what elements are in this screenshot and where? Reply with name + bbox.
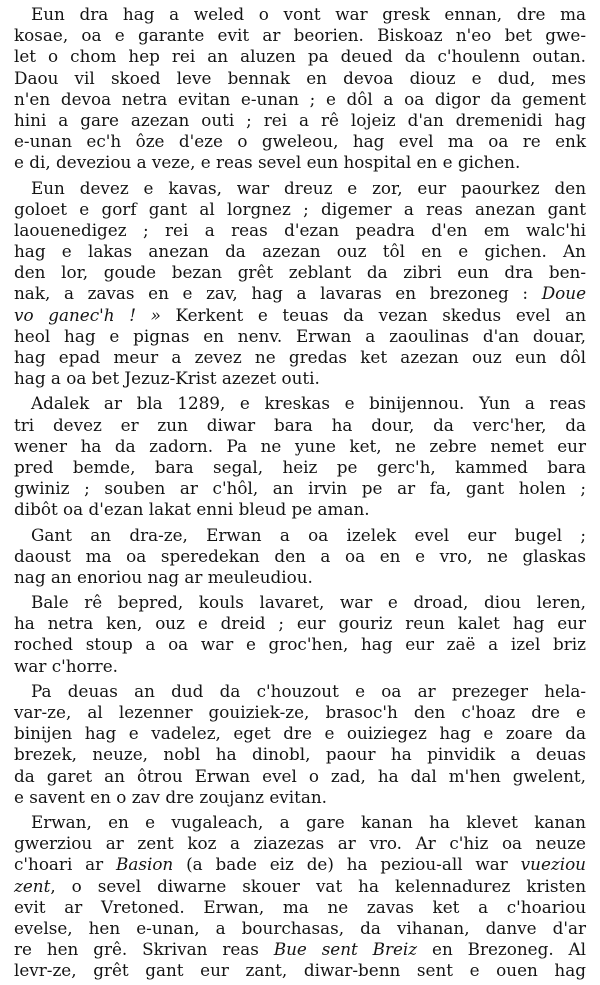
text-line: Pa deuas an dud da c'houzout e oa ar prezeger hela- (31, 680, 586, 701)
text-line: Erwan, en e vugaleach, a gare kanan ha klevet kanan (31, 811, 586, 832)
text-line: Daou vil skoed leve bennak en devoa diouz e dud, mes (14, 67, 586, 88)
text-line: e savent en o zav dre zoujanz evitan. (14, 786, 327, 807)
italic-text-segment: Doue (541, 283, 586, 304)
text-line: Adalek ar bla 1289, e kreskas e binijennou. Yun a reas (31, 393, 586, 414)
document-text-body (14, 4, 586, 981)
text-line (14, 939, 586, 960)
text-line: heol hag e pignas en nenv. Erwan a zaoulinas d'an douar, (14, 325, 586, 346)
text-line: wener ha da zadorn. Pa ne yune ket, ne zebre nemet eur (14, 435, 586, 456)
paragraph (14, 178, 586, 390)
text-line: roched stoup a oa war e groc'hen, hag eur zaë a izel briz (14, 634, 586, 655)
paragraph (14, 4, 586, 174)
paragraph (14, 681, 586, 808)
text-line: Bale rê bepred, kouls lavaret, war e droad, diou leren, (31, 592, 586, 613)
text-segment: en Brezoneg. Al (417, 939, 587, 960)
text-line (14, 305, 586, 326)
text-line: gwerziou ar zent koz a ziazezas ar vro. Ar c'hiz oa neuze (14, 833, 586, 854)
text-segment: , o sevel diwarne skouer vat ha kelennadurez kristen (50, 875, 586, 896)
italic-text-segment: Basion (116, 854, 174, 875)
text-line: war c'horre. (14, 655, 118, 676)
text-line: evelse, hen e-unan, a bourchasas, da vihanan, danve d'ar (14, 917, 586, 938)
text-line: binijen hag e vadelez, eget dre e ouiziegez hag e zoare da (14, 723, 586, 744)
text-line: tri devez er zun diwar bara ha dour, da verc'her, da (14, 414, 586, 435)
text-line: laouenedigez ; rei a reas d'ezan peadra d'en em walc'hi (14, 219, 586, 240)
text-line (14, 876, 586, 897)
text-line: e-unan ec'h ôze d'eze o gweleou, hag evel ma oa re enk (14, 131, 586, 152)
text-line (14, 854, 586, 875)
text-line: nag an enoriou nag ar meuleudiou. (14, 566, 313, 587)
text-line: var-ze, al lezenner gouiziek-ze, brasoc'h den c'hoaz dre e (14, 702, 586, 722)
paragraph (14, 592, 586, 677)
text-segment: Kerkent e teuas da vezan skedus evel an (160, 304, 586, 325)
text-line: n'en devoa netra evitan e-unan ; e dôl a oa digor da gement (14, 88, 586, 109)
paragraph (14, 393, 586, 520)
text-line: hag a oa bet Jezuz-Krist azezet outi. (14, 368, 320, 389)
scanned-document-page (14, 4, 586, 985)
text-line: e di, deveziou a veze, e reas sevel eun hospital en e gichen. (14, 152, 521, 173)
text-line: Gant an dra-ze, Erwan a oa izelek evel eur bugel ; (31, 524, 586, 545)
text-line: brezek, neuze, nobl ha dinobl, paour ha pinvidik a deuas (14, 744, 586, 765)
text-line: hag e lakas anezan da azezan ouz tôl en e gichen. An (14, 241, 586, 262)
text-segment: re hen grê. Skrivan reas (14, 939, 274, 960)
text-line: dibôt oa d'ezan lakat enni bleud pe aman. (14, 499, 370, 520)
text-line: den lor, goude bezan grêt zeblant da zibri eun dra ben- (14, 262, 586, 283)
italic-text-segment: vo ganec'h ! » (14, 304, 161, 325)
text-line: kosae, oa e garante evit ar beorien. Biskoaz n'eo bet gwe- (14, 25, 586, 46)
text-line: daoust ma oa speredekan den a oa en e vro, ne glaskas (14, 545, 586, 566)
text-line: ha netra ken, ouz e dreid ; eur gouriz reun kalet hag eur (14, 613, 586, 634)
text-line: hag epad meur a zevez ne gredas ket azezan ouz eun dôl (14, 347, 586, 367)
italic-text-segment: vueziou (520, 854, 586, 875)
paragraph (14, 812, 586, 982)
text-line: hini a gare azezan outi ; rei a rê lojeiz d'an dremenidi hag (14, 109, 586, 130)
text-line: goloet e gorf gant al lorgnez ; digemer a reas anezan gant (14, 198, 586, 219)
text-line (14, 283, 586, 304)
text-segment: (a bade eiz de) ha peziou-all war (173, 854, 521, 875)
text-line: pred bemde, bara segal, heiz pe gerc'h, kammed bara (14, 456, 586, 477)
paragraph (14, 525, 586, 589)
italic-text-segment: Bue sent Breiz (273, 939, 418, 960)
text-segment: c'hoari ar (14, 854, 117, 875)
italic-text-segment: zent (14, 875, 51, 896)
text-line: evit ar Vretoned. Erwan, ma ne zavas ket a c'hoariou (14, 896, 586, 917)
text-line: gwiniz ; souben ar c'hôl, an irvin pe ar fa, gant holen ; (14, 478, 586, 499)
text-segment: nak, a zavas en e zav, hag a lavaras en brezoneg : (14, 283, 542, 304)
text-line: levr-ze, grêt gant eur zant, diwar-benn sent e ouen hag (14, 960, 586, 981)
text-line: Eun dra hag a weled o vont war gresk ennan, dre ma (31, 4, 586, 24)
text-line: da garet an ôtrou Erwan evel o zad, ha dal m'hen gwelent, (14, 765, 586, 786)
text-line: Eun devez e kavas, war dreuz e zor, eur paourkez den (31, 177, 586, 198)
text-line: let o chom hep rei an aluzen pa deued da c'houlenn outan. (14, 46, 586, 67)
